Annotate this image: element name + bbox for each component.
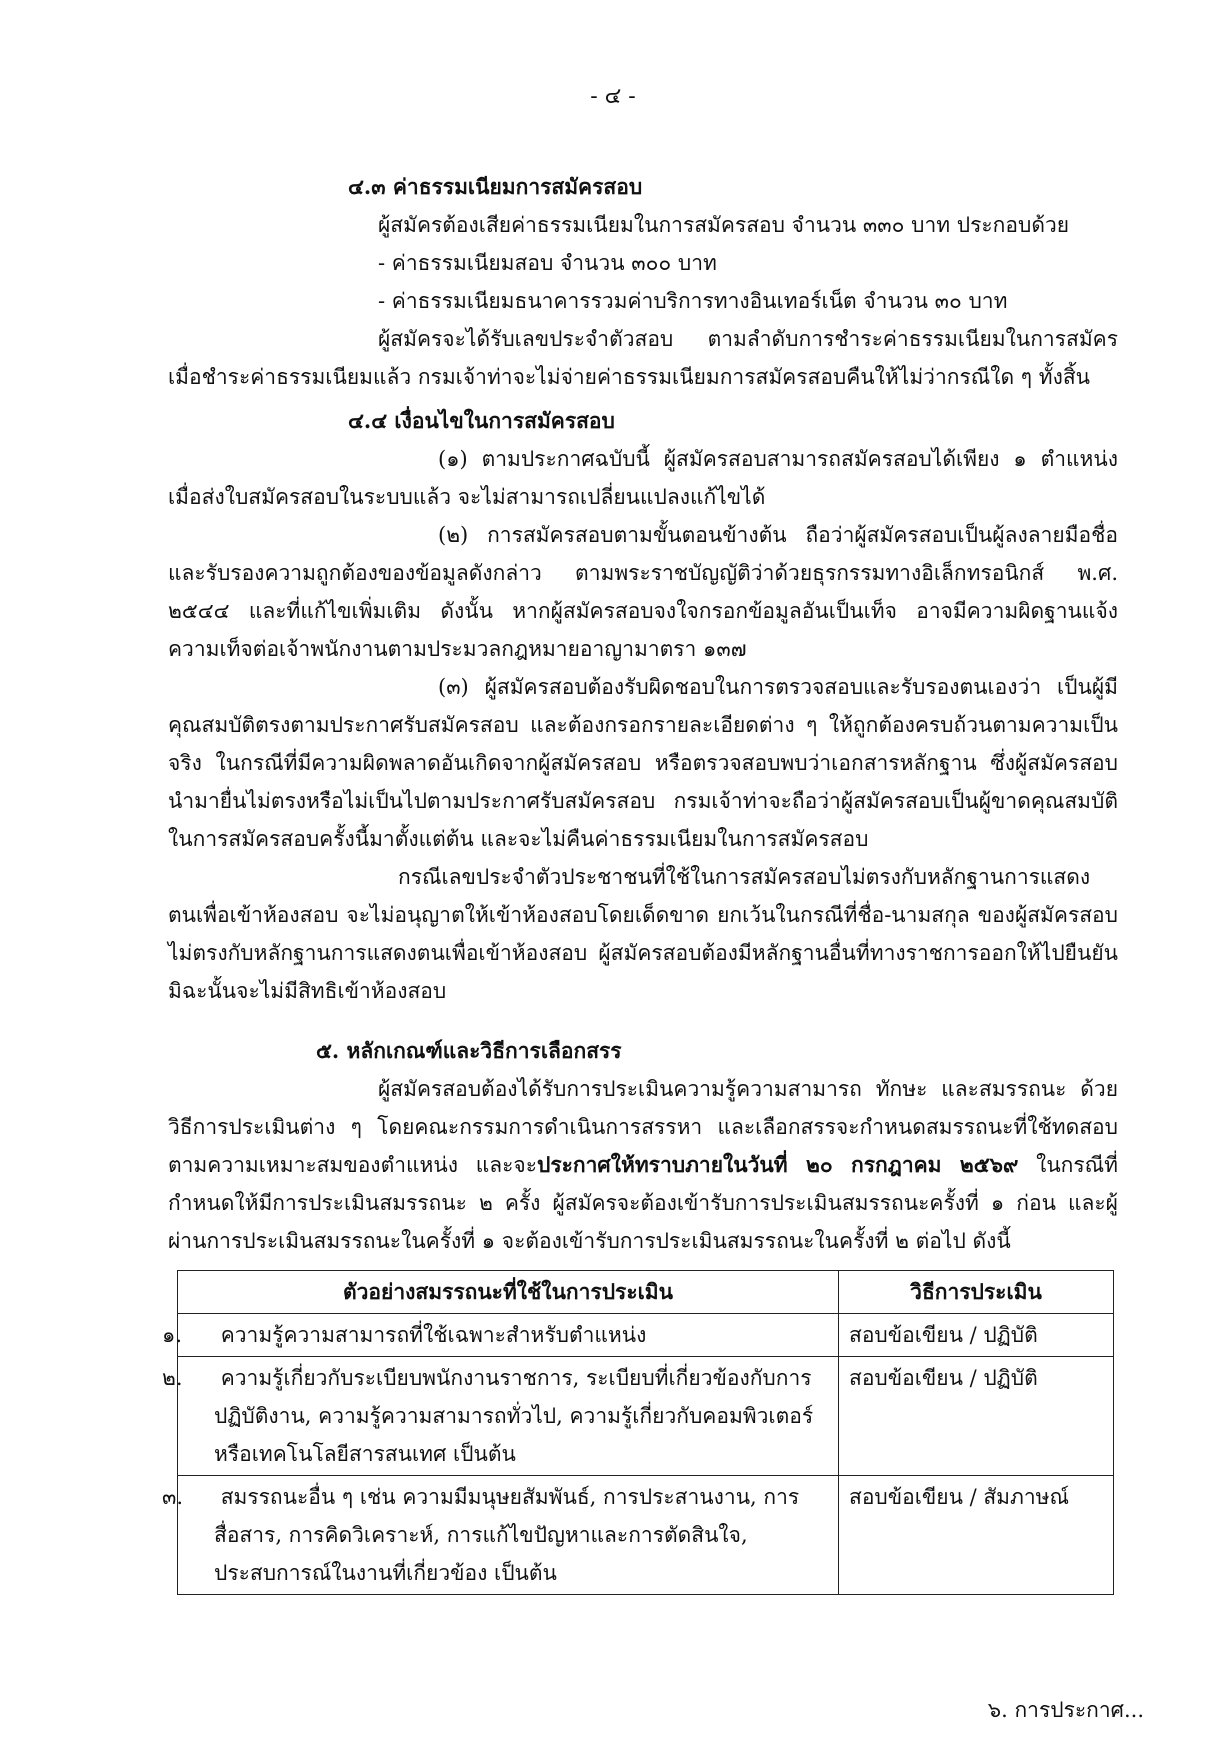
competency-text: ความรู้เกี่ยวกับระเบียบพนักงานราชการ, ระเบียบที่เกี่ยวข้องกับการปฏิบัติงาน, ความรู้ความสามารถทั่วไป, ความรู้เกี่ยวกับคอมพิวเตอร์หรือเทคโนโลยีสารสนเทศ เป็นต้น: [214, 1366, 814, 1466]
table-header-competency: ตัวอย่างสมรรถนะที่ใช้ในการประเมิน: [178, 1271, 839, 1314]
row-number: ๑.: [162, 1323, 183, 1347]
condition-1-paragraph: (๑) ตามประกาศฉบับนี้ ผู้สมัครสอบสามารถสมัครสอบได้เพียง ๑ ตำแหน่ง เมื่อส่งใบสมัครสอบในระบบแล้ว จะไม่สามารถเปลี่ยนแปลงแก้ไขได้: [168, 447, 1118, 509]
method-cell: สอบข้อเขียน / สัมภาษณ์: [839, 1476, 1114, 1595]
next-page-footer: ๖. การประกาศ...: [987, 1698, 1144, 1722]
document-body: [162, 168, 1118, 1595]
section-4-3-title: ๔.๓ ค่าธรรมเนียมการสมัครสอบ: [348, 174, 643, 199]
table-header-row: [178, 1271, 1114, 1314]
id-mismatch-paragraph: กรณีเลขประจำตัวประชาชนที่ใช้ในการสมัครสอบไม่ตรงกับหลักฐานการแสดงตนเพื่อเข้าห้องสอบ จะไม่อนุญาตให้เข้าห้องสอบโดยเด็ดขาด ยกเว้นในกรณีที่ชื่อ-นามสกุล ของผู้สมัครสอบไม่ตรงกับหลักฐานการแสดงตนเพื่อเข้าห้องสอบ ผู้สมัครสอบต้องมีหลักฐานอื่นที่ทางราชการออกให้ไปยืนยัน มิฉะนั้นจะไม่มีสิทธิเข้าห้องสอบ: [168, 865, 1118, 1003]
row-number: ๒.: [162, 1366, 183, 1390]
table-row: [178, 1314, 1114, 1357]
page-number: - ๔ -: [590, 84, 636, 109]
method-cell: สอบข้อเขียน / ปฏิบัติ: [839, 1314, 1114, 1357]
section-4-4-title: ๔.๔ เงื่อนไขในการสมัครสอบ: [348, 408, 615, 433]
competency-table: [162, 1270, 1114, 1595]
selection-text-c: ในกรณีที่กำหนดให้มีการประเมินสมรรถนะ ๒ ครั้ง ผู้สมัครจะต้องเข้ารับการประเมินสมรรถนะครั้งที่ ๑ ก่อน และผู้ผ่านการประเมินสมรรถนะในครั้งที่ ๑ จะต้องเข้ารับการประเมินสมรรถนะในครั้งที่ ๒ ต่อไป ดังนี้: [168, 1153, 1118, 1253]
competency-cell: [162, 1476, 839, 1595]
fee-total-paragraph: ผู้สมัครต้องเสียค่าธรรมเนียมในการสมัครสอบ จำนวน ๓๓๐ บาท ประกอบด้วย: [378, 213, 1070, 237]
row-number: ๓.: [162, 1485, 184, 1509]
fee-bank-item: - ค่าธรรมเนียมธนาคารรวมค่าบริการทางอินเทอร์เน็ต จำนวน ๓๐ บาท: [378, 289, 1008, 313]
selection-criteria-paragraph: [168, 1070, 1118, 1260]
method-cell: สอบข้อเขียน / ปฏิบัติ: [839, 1357, 1114, 1476]
competency-cell: [162, 1314, 839, 1357]
condition-3-paragraph: (๓) ผู้สมัครสอบต้องรับผิดชอบในการตรวจสอบและรับรองตนเองว่า เป็นผู้มีคุณสมบัติตรงตามประกาศรับสมัครสอบ และต้องกรอกรายละเอียดต่าง ๆ ให้ถูกต้องครบถ้วนตามความเป็นจริง ในกรณีที่มีความผิดพลาดอันเกิดจากผู้สมัครสอบ หรือตรวจสอบพบว่าเอกสารหลักฐาน ซึ่งผู้สมัครสอบนำมายื่นไม่ตรงหรือไม่เป็นไปตามประกาศรับสมัครสอบ กรมเจ้าท่าจะถือว่าผู้สมัครสอบเป็นผู้ขาดคุณสมบัติในการสมัครสอบครั้งนี้มาตั้งแต่ต้น และจะไม่คืนค่าธรรมเนียมในการสมัครสอบ: [168, 675, 1118, 851]
condition-2-paragraph: (๒) การสมัครสอบตามขั้นตอนข้างต้น ถือว่าผู้สมัครสอบเป็นผู้ลงลายมือชื่อ และรับรองความถูกต้องของข้อมูลดังกล่าว ตามพระราชบัญญัติว่าด้วยธุรกรรมทางอิเล็กทรอนิกส์ พ.ศ. ๒๕๔๔ และที่แก้ไขเพิ่มเติม ดังนั้น หากผู้สมัครสอบจงใจกรอกข้อมูลอันเป็นเท็จ อาจมีความผิดฐานแจ้งความเท็จต่อเจ้าพนักงานตามประมวลกฎหมายอาญามาตรา ๑๓๗: [168, 523, 1118, 661]
fee-exam-item: - ค่าธรรมเนียมสอบ จำนวน ๓๐๐ บาท: [378, 251, 717, 275]
table-header-method: วิธีการประเมิน: [839, 1271, 1114, 1314]
competency-text: ความรู้ความสามารถที่ใช้เฉพาะสำหรับตำแหน่ง: [220, 1323, 647, 1347]
competency-text: สมรรถนะอื่น ๆ เช่น ความมีมนุษยสัมพันธ์, การประสานงาน, การสื่อสาร, การคิดวิเคราะห์, การแก้ไขปัญหาและการตัดสินใจ, ประสบการณ์ในงานที่เกี่ยวข้อง เป็นต้น: [214, 1485, 800, 1585]
selection-text-a: ผู้สมัครสอบต้องได้รับการประเมินความรู้ความสามารถ ทักษะ และสมรรถนะ ด้วยวิธีการประเมินต่าง ๆ โดยคณะกรรมการดำเนินการสรรหา และเลือกสรรจะกำหนดสมรรถนะที่ใช้ทดสอบตามความเหมาะสมของตำแหน่ง และจะ: [168, 1077, 1118, 1177]
announcement-date-text: ประกาศให้ทราบภายในวันที่ ๒๐ กรกฎาคม ๒๕๖๙: [537, 1152, 1019, 1177]
table-row: [178, 1357, 1114, 1476]
section-5-title: ๕. หลักเกณฑ์และวิธีการเลือกสรร: [316, 1038, 622, 1063]
competency-cell: [162, 1357, 839, 1476]
fee-refund-paragraph: ผู้สมัครจะได้รับเลขประจำตัวสอบ ตามลำดับการชำระค่าธรรมเนียมในการสมัคร เมื่อชำระค่าธรรมเนียมแล้ว กรมเจ้าท่าจะไม่จ่ายค่าธรรมเนียมการสมัครสอบคืนให้ไม่ว่ากรณีใด ๆ ทั้งสิ้น: [168, 327, 1118, 389]
table-row: [178, 1476, 1114, 1595]
